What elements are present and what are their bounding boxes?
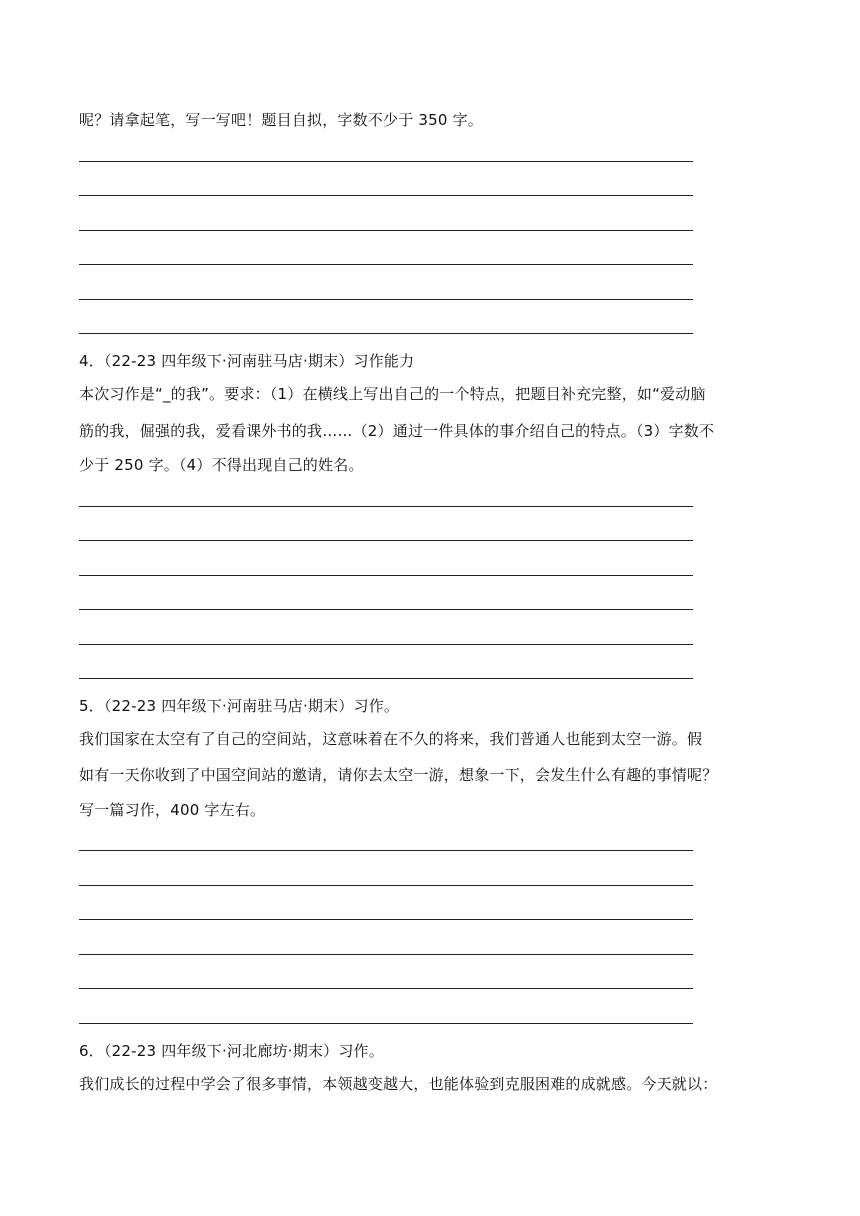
- writing-line: [79, 264, 693, 265]
- writing-line: [79, 540, 693, 541]
- writing-line: [79, 678, 693, 679]
- q6-body-line-1: 我们成长的过程中学会了很多事情，本领越变越大，也能体验到克服困难的成就感。今天就以：: [79, 1075, 718, 1093]
- writing-line: [79, 919, 693, 920]
- writing-line: [79, 299, 693, 300]
- writing-line: [79, 230, 693, 231]
- writing-line: [79, 850, 693, 851]
- q6-header: 6．（22-23 四年级下·河北廊坊·期末）习作。: [79, 1042, 384, 1060]
- q5-header: 5．（22-23 四年级下·河南驻马店·期末）习作。: [79, 697, 400, 715]
- q3-prompt-tail: 呢？请拿起笔，写一写吧！题目自拟，字数不少于 350 字。: [79, 111, 483, 129]
- writing-line: [79, 195, 693, 196]
- q4-body-line-3: 少于 250 字。（4）不得出现自己的姓名。: [79, 456, 364, 474]
- q4-body-line-1: 本次习作是“_的我”。要求：（1）在横线上写出自己的一个特点，把题目补充完整，如“爱动脑: [79, 385, 706, 403]
- writing-line: [79, 954, 693, 955]
- q5-body-line-1: 我们国家在太空有了自己的空间站，这意味着在不久的将来，我们普通人也能到太空一游。假: [79, 730, 703, 748]
- q4-body-line-2: 筋的我，倔强的我，爱看课外书的我……（2）通过一件具体的事介绍自己的特点。（3）字数不: [79, 422, 715, 440]
- q5-body-line-3: 写一篇习作，400 字左右。: [79, 801, 266, 819]
- writing-line: [79, 988, 693, 989]
- writing-line: [79, 644, 693, 645]
- writing-line: [79, 333, 693, 334]
- writing-line: [79, 161, 693, 162]
- writing-line: [79, 1023, 693, 1024]
- q4-header: 4．（22-23 四年级下·河南驻马店·期末）习作能力: [79, 352, 415, 370]
- q5-body-line-2: 如有一天你收到了中国空间站的邀请，请你去太空一游，想象一下，会发生什么有趣的事情呢？: [79, 766, 718, 784]
- writing-line: [79, 885, 693, 886]
- writing-line: [79, 609, 693, 610]
- writing-line: [79, 506, 693, 507]
- writing-line: [79, 575, 693, 576]
